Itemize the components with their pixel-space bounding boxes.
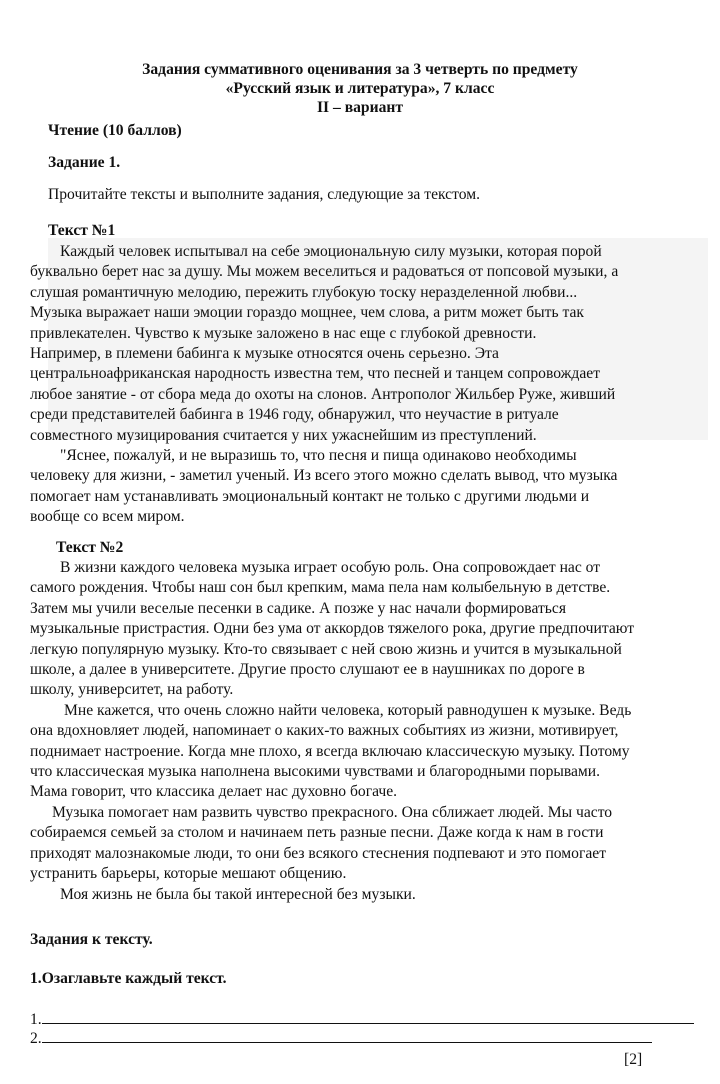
question-1: 1.Озаглавьте каждый текст. (30, 970, 227, 987)
text1-line: Например, в племени бабинга к музыке относятся очень серьезно. Эта (30, 345, 499, 363)
text2-line: Музыка помогает нам развить чувство прекрасного. Она сближает людей. Мы часто (52, 803, 613, 821)
answer-line-1-label: 1. (30, 1011, 42, 1028)
text2-line: что классическая музыка наполнена высокими чувствами и благородными порывами. (30, 763, 601, 781)
text1-line: слушая романтичную мелодию, пережить глубокую тоску неразделенной любви... (30, 283, 578, 301)
text1-line: человеку для жизни, - заметил ученый. Из всего этого можно сделать вывод, что музыка (30, 467, 618, 485)
task1-instruction: Прочитайте тексты и выполните задания, следующие за текстом. (48, 186, 480, 203)
text2-line: устранить барьеры, которые мешают общению. (30, 865, 347, 883)
text2-line: поднимает настроение. Когда мне плохо, я всегда включаю классическую музыку. Потому (30, 742, 630, 760)
text1-line: помогает нам устанавливать эмоциональный контакт не только с другими людьми и (30, 487, 590, 505)
text1-line: Каждый человек испытывал на себе эмоциональную силу музыки, которая порой (60, 243, 602, 260)
text1-line: привлекателен. Чувство к музыке заложено в нас еще с глубокой древности. (30, 324, 537, 342)
text1-line: любое занятие - от сбора меда до охоты на слонов. Антрополог Жильбер Руже, живший (30, 385, 616, 403)
text2-line: она вдохновляет людей, напоминает о каких-то важных событиях из жизни, мотивирует, (30, 722, 619, 740)
score-badge: [2] (624, 1051, 643, 1068)
header-line-3: II – вариант (316, 99, 404, 116)
text2-line: музыкальные пристрастия. Одни без ума от аккордов тяжелого рока, другие предпочитают (30, 620, 635, 638)
text2-line: самого рождения. Чтобы наш сон был крепким, мама пела нам колыбельную в детстве. (30, 579, 611, 597)
text2-line: Моя жизнь не была бы такой интересной без музыки. (60, 885, 416, 903)
text2-title: Текст №2 (56, 539, 124, 556)
text1-line: "Яснее, пожалуй, и не выразишь то, что песня и пища одинаково необходимы (60, 447, 577, 465)
section-reading-title: Чтение (10 баллов) (48, 122, 182, 139)
text2-line: Мама говорит, что классика делает нас духовно богаче. (30, 783, 398, 801)
header-line-1: Задания суммативного оценивания за 3 четверть по предмету (142, 61, 578, 78)
text2-body (30, 558, 706, 905)
text1-line: вообще со всем миром. (30, 508, 185, 526)
text2-line: легкую популярную музыку. Кто-то связывает с ней свою жизнь и учится в музыкальной (30, 640, 622, 658)
text2-line: Затем мы учили веселые песенки в садике. А позже у нас начали формироваться (30, 599, 566, 617)
text2-line: собираемся семьей за столом и начинаем петь разные песни. Даже когда к нам в гости (30, 824, 604, 842)
text2-line: школе, а далее в университете. Другие просто слушают ее в наушниках по дороге в (30, 661, 585, 679)
text2-line: школу, университет, на работу. (30, 681, 234, 699)
text1-title: Текст №1 (48, 222, 116, 239)
tasks-heading: Задания к тексту. (30, 931, 153, 948)
task1-title: Задание 1. (48, 154, 121, 171)
answer-line-2-label: 2. (30, 1030, 42, 1047)
text1-line: буквально берет нас за душу. Мы можем веселиться и радоваться от попсовой музыки, а (30, 263, 619, 281)
text2-line: приходят малознакомые люди, то они без всякого стеснения подпевают и это помогает (30, 844, 607, 862)
text2-line: Мне кажется, что очень сложно найти человека, который равнодушен к музыке. Ведь (64, 701, 632, 719)
text2-line: В жизни каждого человека музыка играет особую роль. Она сопровождает нас от (60, 559, 601, 576)
header-line-2: «Русский язык и литература», 7 класс (225, 80, 495, 97)
text1-line: среди представителей бабинга в 1946 году, обнаружил, что неучастие в ритуале (30, 406, 559, 424)
text1-line: Музыка выражает наши эмоции гораздо мощнее, чем слова, а ритм может быть так (30, 304, 584, 322)
text1-body (30, 242, 706, 528)
text1-line: совместного музицирования считается у них ужаснейшим из преступлений. (30, 426, 537, 444)
answer-line-1-underline[interactable] (42, 1009, 694, 1024)
answer-line-2[interactable] (30, 1028, 652, 1049)
document-header (0, 60, 720, 117)
text1-line: центральноафриканская народность известна тем, что песней и танцем сопровождает (30, 365, 601, 383)
answer-line-2-underline[interactable] (42, 1028, 652, 1043)
